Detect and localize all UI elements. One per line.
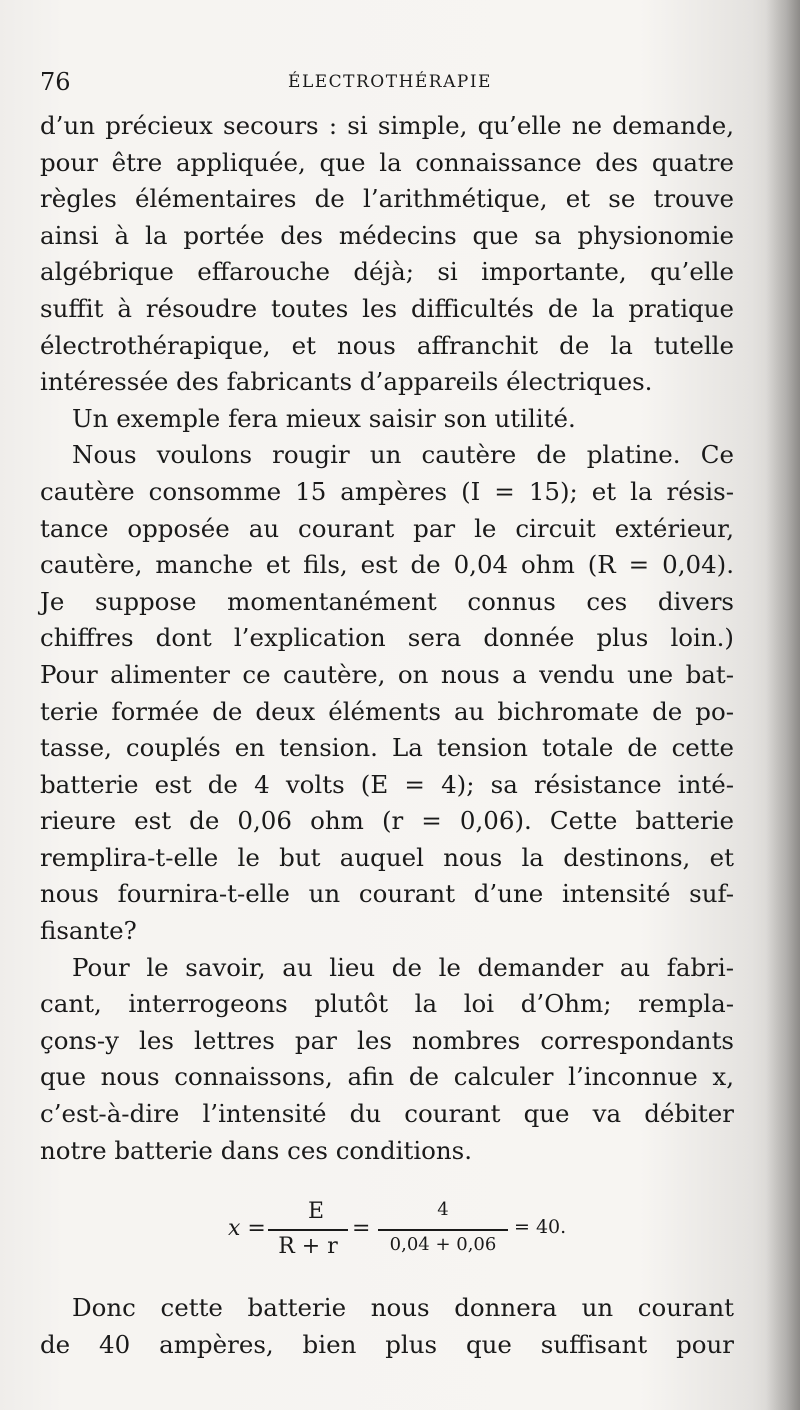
text-line: pour être appliquée, que la connaissance des quatre <box>40 147 734 177</box>
text-line: cautère, manche et fils, est de 0,04 ohm (R = 0,04). <box>40 550 734 580</box>
text-line: c’est-à-dire l’intensité du courant que va débiter <box>40 1099 734 1129</box>
text-line: intéressée des fabricants d’appareils électriques. <box>40 367 653 397</box>
text-line: notre batterie dans ces conditions. <box>40 1135 473 1165</box>
formula-result: = 40. <box>514 1216 567 1238</box>
body-text <box>40 108 734 1169</box>
text-line: suffit à résoudre toutes les difficultés de la pratique <box>40 293 734 323</box>
text-line: règles élémentaires de l’arithmétique, et se trouve <box>40 184 734 214</box>
text-line: Donc cette batterie nous donnera un courant <box>72 1293 734 1322</box>
text-line: cant, interrogeons plutôt la loi d’Ohm; rempla- <box>40 989 734 1019</box>
text-line: chiffres dont l’explication sera donnée plus loin.) <box>40 623 734 653</box>
formula-lhs: x = <box>228 1216 266 1241</box>
page-header <box>40 62 740 102</box>
page-number: 76 <box>40 68 71 96</box>
text-line: Un exemple fera mieux saisir son utilité. <box>72 403 576 433</box>
body-text-continued <box>40 1290 734 1363</box>
text-line: cautère consomme 15 ampères (I = 15); et la résis- <box>40 476 734 506</box>
text-line: terie formée de deux éléments au bichromate de po- <box>40 696 734 726</box>
text-line: d’un précieux secours : si simple, qu’elle ne demande, <box>40 111 734 140</box>
text-line: de 40 ampères, bien plus que suffisant pour <box>40 1329 734 1359</box>
text-line: rieure est de 0,06 ohm (r = 0,06). Cette batterie <box>40 806 734 836</box>
text-line: Nous voulons rougir un cautère de platine. Ce <box>72 440 734 470</box>
text-line: Je suppose momentanément connus ces divers <box>40 586 734 616</box>
formula-numerator-2: 4 <box>437 1199 449 1220</box>
text-line: çons-y les lettres par les nombres correspondants <box>40 1025 734 1055</box>
formula-equals-1: = <box>352 1216 371 1241</box>
text-line: tasse, couplés en tension. La tension totale de cette <box>40 733 734 763</box>
text-line: Pour le savoir, au lieu de le demander au fabri- <box>72 952 734 982</box>
text-line: fisante? <box>40 916 137 946</box>
formula-denominator-1: R + r <box>278 1234 338 1259</box>
text-line: nous fournira-t-elle un courant d’une intensité suf- <box>40 879 734 909</box>
formula-numerator-1: E <box>307 1199 325 1224</box>
text-line: ainsi à la portée des médecins que sa physionomie <box>40 220 734 250</box>
text-line: que nous connaissons, afin de calculer l’inconnue x, <box>40 1062 734 1092</box>
fraction-bar-1 <box>268 1229 348 1231</box>
text-line: algébrique effarouche déjà; si importante, qu’elle <box>40 257 734 287</box>
text-line: remplira-t-elle le but auquel nous la destinons, et <box>40 842 734 872</box>
text-line: batterie est de 4 volts (E = 4); sa résistance inté- <box>40 769 734 799</box>
ohm-formula <box>0 1196 800 1266</box>
fraction-bar-2 <box>378 1229 508 1231</box>
text-line: électrothérapique, et nous affranchit de la tutelle <box>40 330 734 360</box>
running-head: ÉLECTROTHÉRAPIE <box>288 72 492 92</box>
text-line: Pour alimenter ce cautère, on nous a vendu une bat- <box>40 659 734 689</box>
text-line: tance opposée au courant par le circuit extérieur, <box>40 513 734 543</box>
formula-denominator-2: 0,04 + 0,06 <box>389 1234 497 1255</box>
